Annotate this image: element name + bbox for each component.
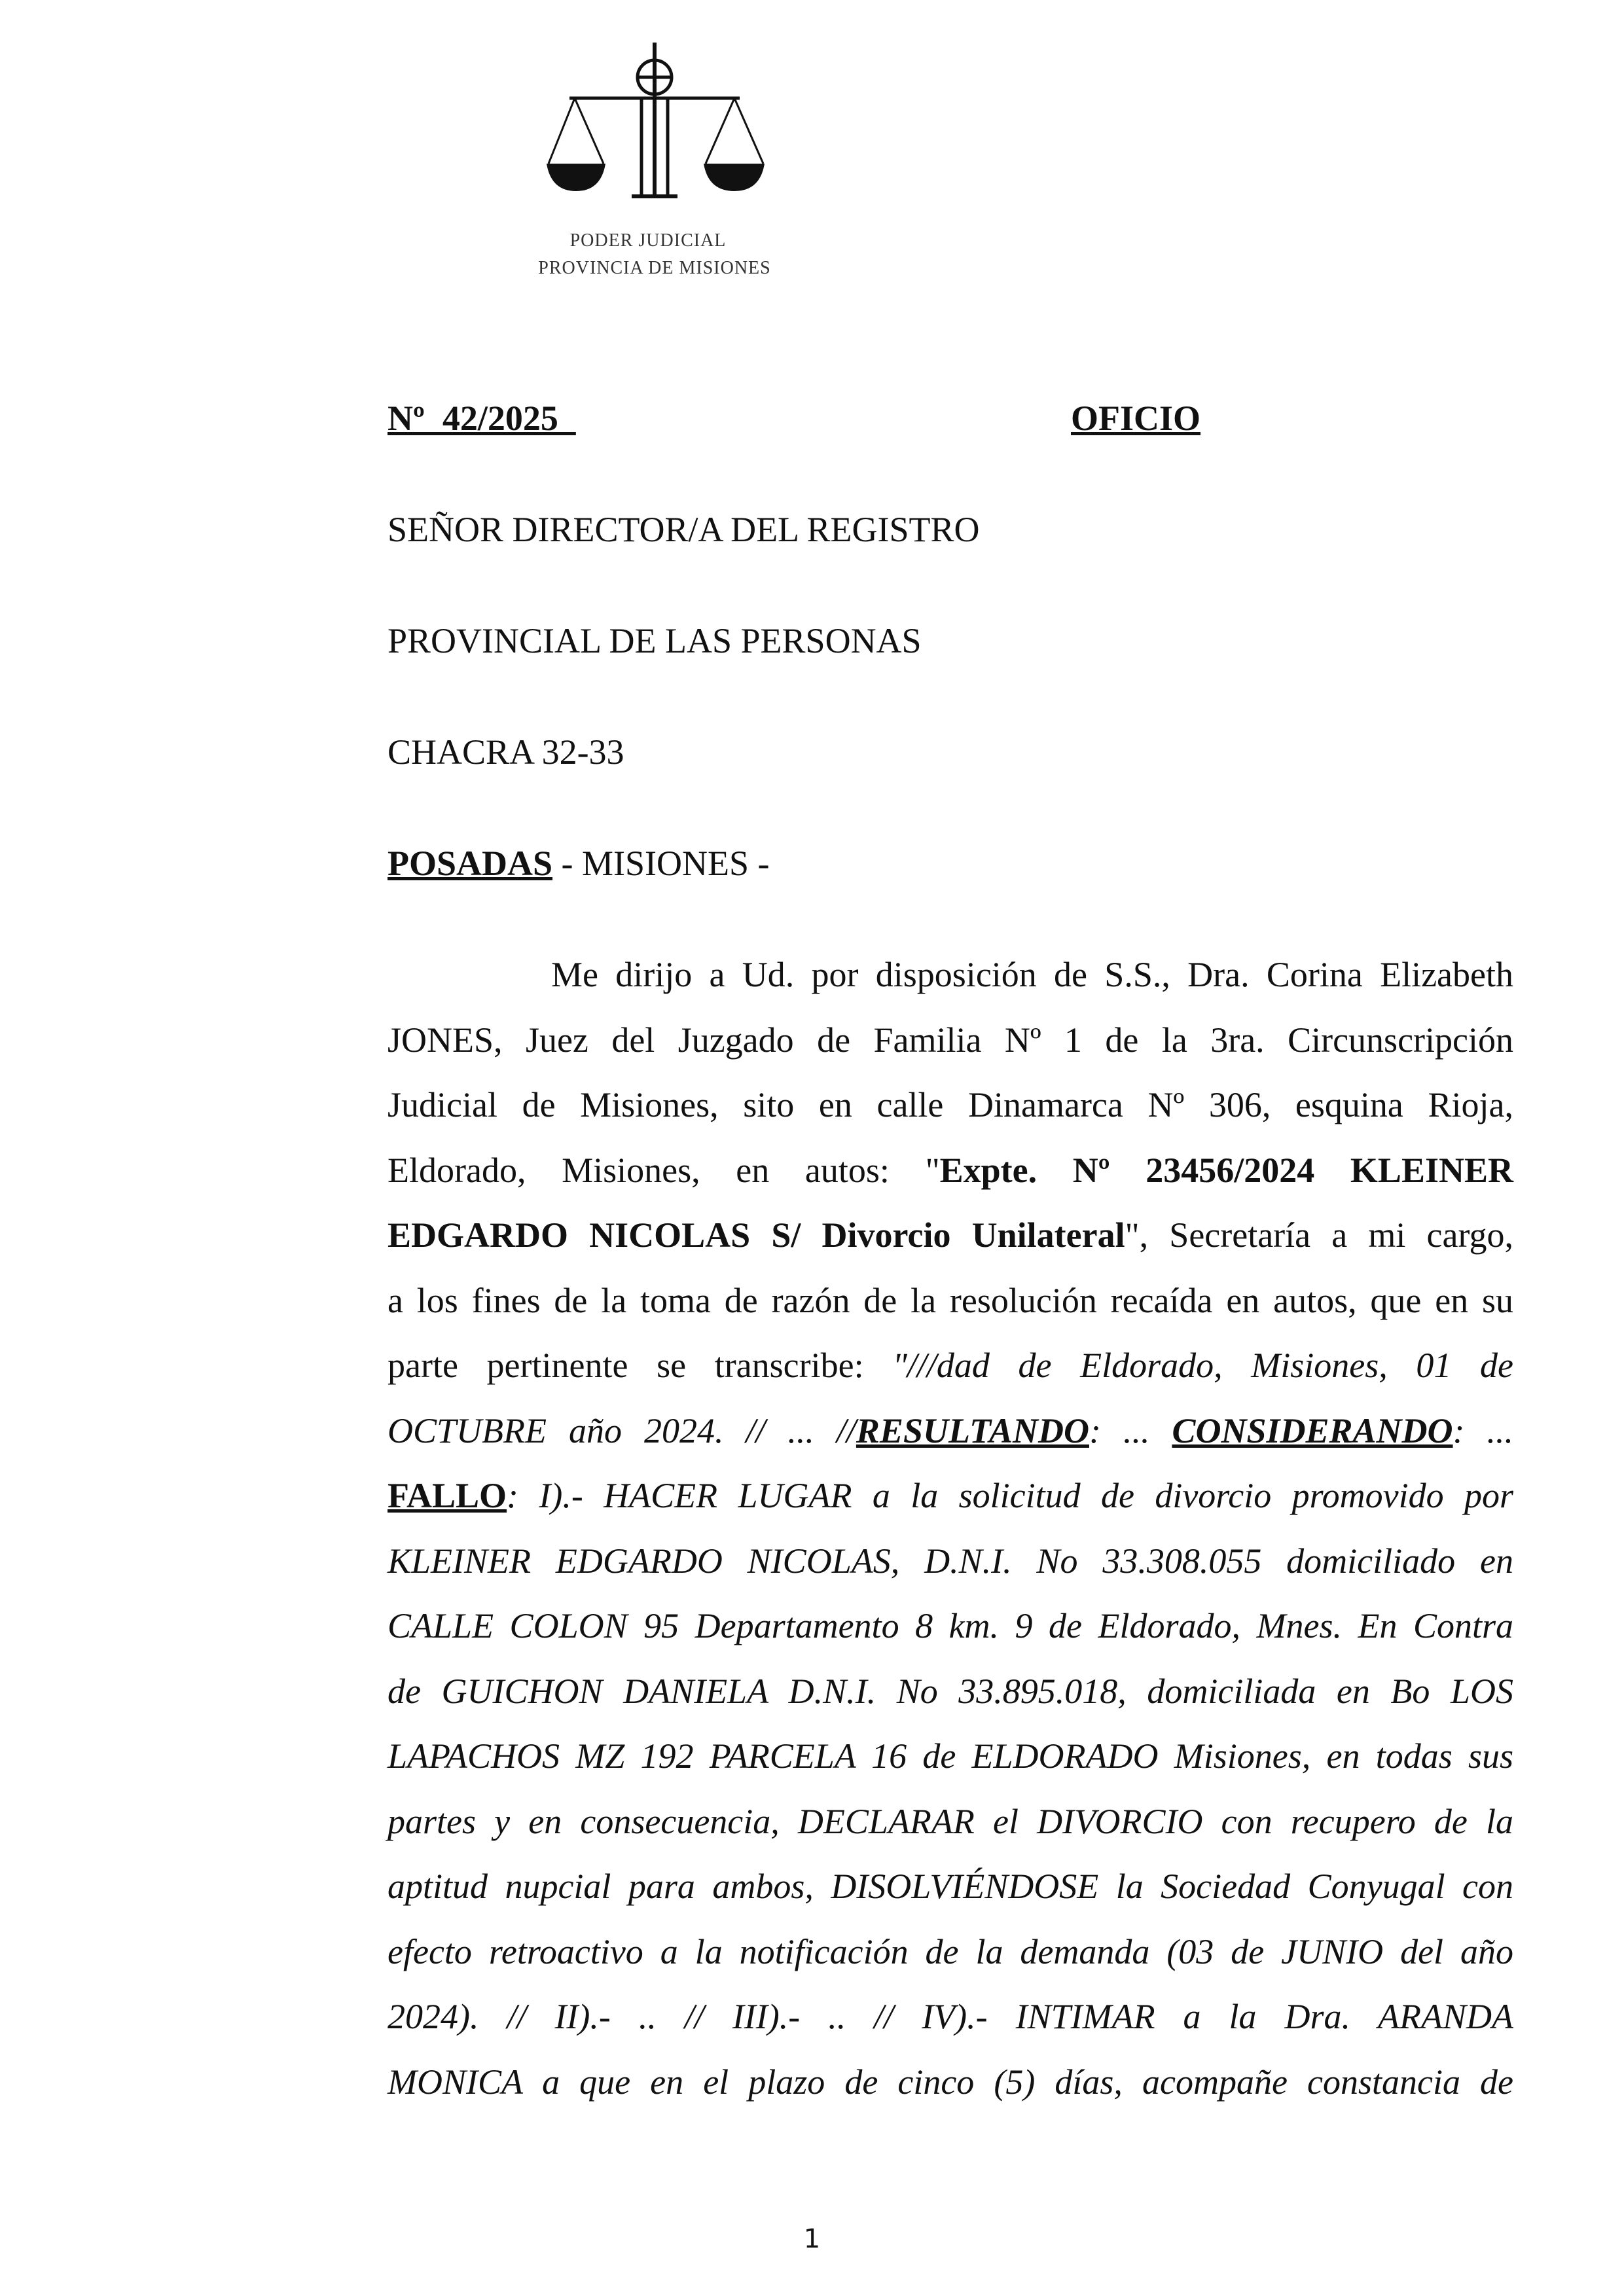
case-number: Expte. Nº 23456/2024 KLEINER — [939, 1150, 1513, 1190]
body-line: 2024). // II).- .. // III).- .. // IV).- INTIMAR a la Dra. ARANDA — [388, 1997, 1513, 2036]
body-line: JONES, Juez del Juzgado de Familia Nº 1 de la 3ra. Circunscripción — [388, 1020, 1513, 1060]
seal-text-line1: PODER JUDICIAL — [569, 230, 727, 251]
body-line: LAPACHOS MZ 192 PARCELA 16 de ELDORADO Misiones, en todas sus — [388, 1736, 1513, 1776]
case-title: EDGARDO NICOLAS S/ Divorcio Unilateral — [388, 1215, 1125, 1255]
document-header — [388, 398, 1513, 450]
seal-text-line2: PROVINCIA DE MISIONES — [538, 258, 771, 278]
body-line: EDGARDO NICOLAS S/ Divorcio Unilateral", Secretaría a mi cargo, — [388, 1215, 1513, 1255]
document-body — [388, 942, 1513, 2115]
addressee-region: - MISIONES - — [552, 844, 770, 883]
oficio-number: Nº 42/2025 — [388, 399, 576, 438]
scales-of-justice-icon — [543, 39, 766, 229]
body-line: a los fines de la toma de razón de la resolución recaída en autos, que en su — [388, 1280, 1513, 1320]
body-line: Me dirijo a Ud. por disposición de S.S., Dra. Corina Elizabeth — [551, 955, 1513, 994]
page-number: 1 — [803, 2224, 821, 2254]
addressee-line3: CHACRA 32-33 — [388, 732, 624, 772]
addressee-city-line — [388, 843, 770, 884]
fallo-heading: FALLO — [388, 1476, 507, 1515]
body-line: MONICA a que en el plazo de cinco (5) días, acompañe constancia de — [388, 2062, 1513, 2102]
body-line: partes y en consecuencia, DECLARAR el DIVORCIO con recupero de la — [388, 1801, 1513, 1841]
addressee-line2: PROVINCIAL DE LAS PERSONAS — [388, 621, 922, 660]
document-title: OFICIO — [1071, 399, 1201, 438]
body-line: aptitud nupcial para ambos, DISOLVIÉNDOSE la Sociedad Conyugal con — [388, 1867, 1513, 1906]
body-line: KLEINER EDGARDO NICOLAS, D.N.I. No 33.308.055 domiciliado en — [388, 1541, 1513, 1581]
body-line: parte pertinente se transcribe: "///dad de Eldorado, Misiones, 01 de — [388, 1346, 1513, 1385]
body-line: efecto retroactivo a la notificación de la demanda (03 de JUNIO del año — [388, 1931, 1513, 1971]
body-line: CALLE COLON 95 Departamento 8 km. 9 de Eldorado, Mnes. En Contra — [388, 1606, 1513, 1645]
body-line: Judicial de Misiones, sito en calle Dinamarca Nº 306, esquina Rioja, — [388, 1085, 1513, 1124]
body-line: de GUICHON DANIELA D.N.I. No 33.895.018, domiciliada en Bo LOS — [388, 1671, 1513, 1711]
body-line: Eldorado, Misiones, en autos: "Expte. Nº 23456/2024 KLEINER — [388, 1150, 1513, 1190]
body-line: OCTUBRE año 2024. // ... //RESULTANDO: ... CONSIDERANDO: ... — [388, 1410, 1514, 1450]
considerando-heading: CONSIDERANDO — [1172, 1410, 1453, 1450]
addressee-city: POSADAS — [388, 844, 553, 883]
judicial-seal — [517, 39, 792, 288]
addressee-line1: SEÑOR DIRECTOR/A DEL REGISTRO — [388, 510, 980, 549]
resultando-heading: RESULTANDO — [856, 1410, 1089, 1450]
body-line: FALLO: I).- HACER LUGAR a la solicitud de divorcio promovido por — [388, 1476, 1513, 1515]
